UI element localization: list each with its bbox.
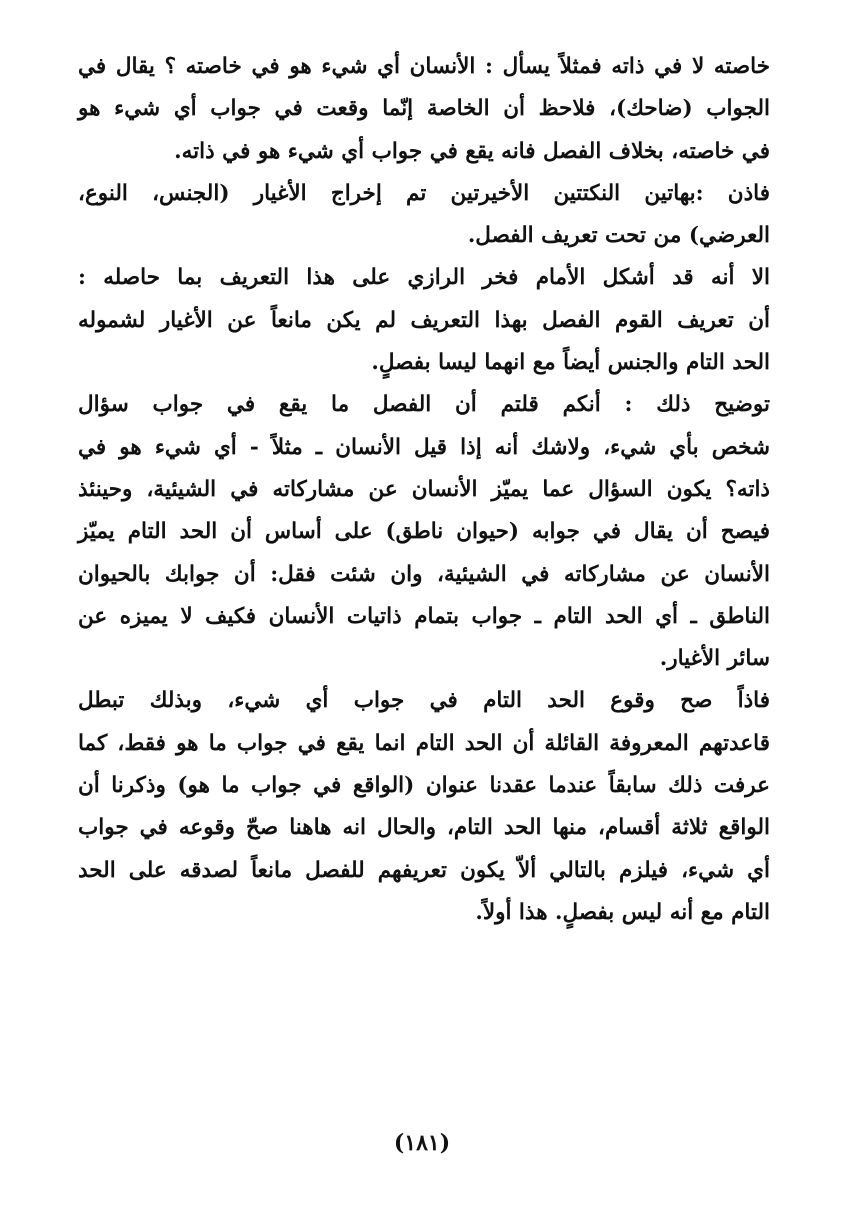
- text-line: شخص بأي شيء، ولاشك أنه إذا قيل الأنسان ـ مثلاً - أي شيء هو في: [78, 434, 770, 460]
- text-line: الواقع ثلاثة أقسام، منها الحد التام، والحال انه هاهنا صحّ وقوعه في جواب: [78, 815, 770, 841]
- text-line: العرضي) من تحت تعريف الفصل.: [467, 223, 770, 249]
- text-line: فاذاً صح وقوع الحد التام في جواب أي شيء، وبذلك تبطل: [78, 688, 770, 714]
- text-line: التام مع أنه ليس بفصلٍ. هذا أولاً.: [475, 899, 770, 925]
- text-line: عرفت ذلك سابقاً عندما عقدنا عنوان (الواقع في جواب ما هو) وذكرنا أن: [78, 773, 770, 799]
- text-line: أن تعريف القوم الفصل بهذا التعريف لم يكن مانعاً عن الأغيار لشموله: [78, 307, 770, 333]
- text-line: ذاته؟ يكون السؤال عما يميّز الأنسان عن مشاركاته في الشيئية، وحينئذ: [78, 476, 770, 502]
- text-line: في خاصته، بخلاف الفصل فانه يقع في جواب أي شيء هو في ذاته.: [174, 138, 770, 164]
- text-line: سائر الأغيار.: [659, 646, 770, 672]
- text-line: الجواب (ضاحك)، فلاحظ أن الخاصة إنّما وقعت في جواب أي شيء هو: [78, 96, 770, 122]
- text-line: خاصته لا في ذاته فمثلاً يسأل : الأنسان أي شيء هو في خاصته ؟ يقال في: [78, 54, 770, 79]
- body-text: [78, 46, 770, 934]
- text-line: الحد التام والجنس أيضاً مع انهما ليسا بفصلٍ.: [371, 350, 770, 376]
- text-line: أي شيء، فيلزم بالتالي ألاّ يكون تعريفهم للفصل مانعاً لصدقه على الحد: [78, 857, 770, 883]
- page-number: (١٨١): [393, 1130, 451, 1156]
- text-line: فاذن :بهاتين النكتتين الأخيرتين تم إخراج الأغيار (الجنس، النوع،: [78, 180, 770, 206]
- text-line: الأنسان عن مشاركاته في الشيئية، وان شئت فقل: أن جوابك بالحيوان: [78, 561, 770, 587]
- text-line: توضيح ذلك : أنكم قلتم أن الفصل ما يقع في جواب سؤال: [78, 392, 770, 418]
- text-line: قاعدتهم المعروفة القائلة أن الحد التام انما يقع في جواب ما هو فقط، كما: [78, 730, 770, 756]
- text-line: الا أنه قد أشكل الأمام فخر الرازي على هذا التعريف بما حاصله :: [78, 265, 770, 291]
- text-line: فيصح أن يقال في جوابه (حيوان ناطق) على أساس أن الحد التام يميّز: [78, 519, 770, 545]
- text-line: الناطق ـ أي الحد التام ـ جواب بتمام ذاتيات الأنسان فكيف لا يميزه عن: [78, 603, 770, 629]
